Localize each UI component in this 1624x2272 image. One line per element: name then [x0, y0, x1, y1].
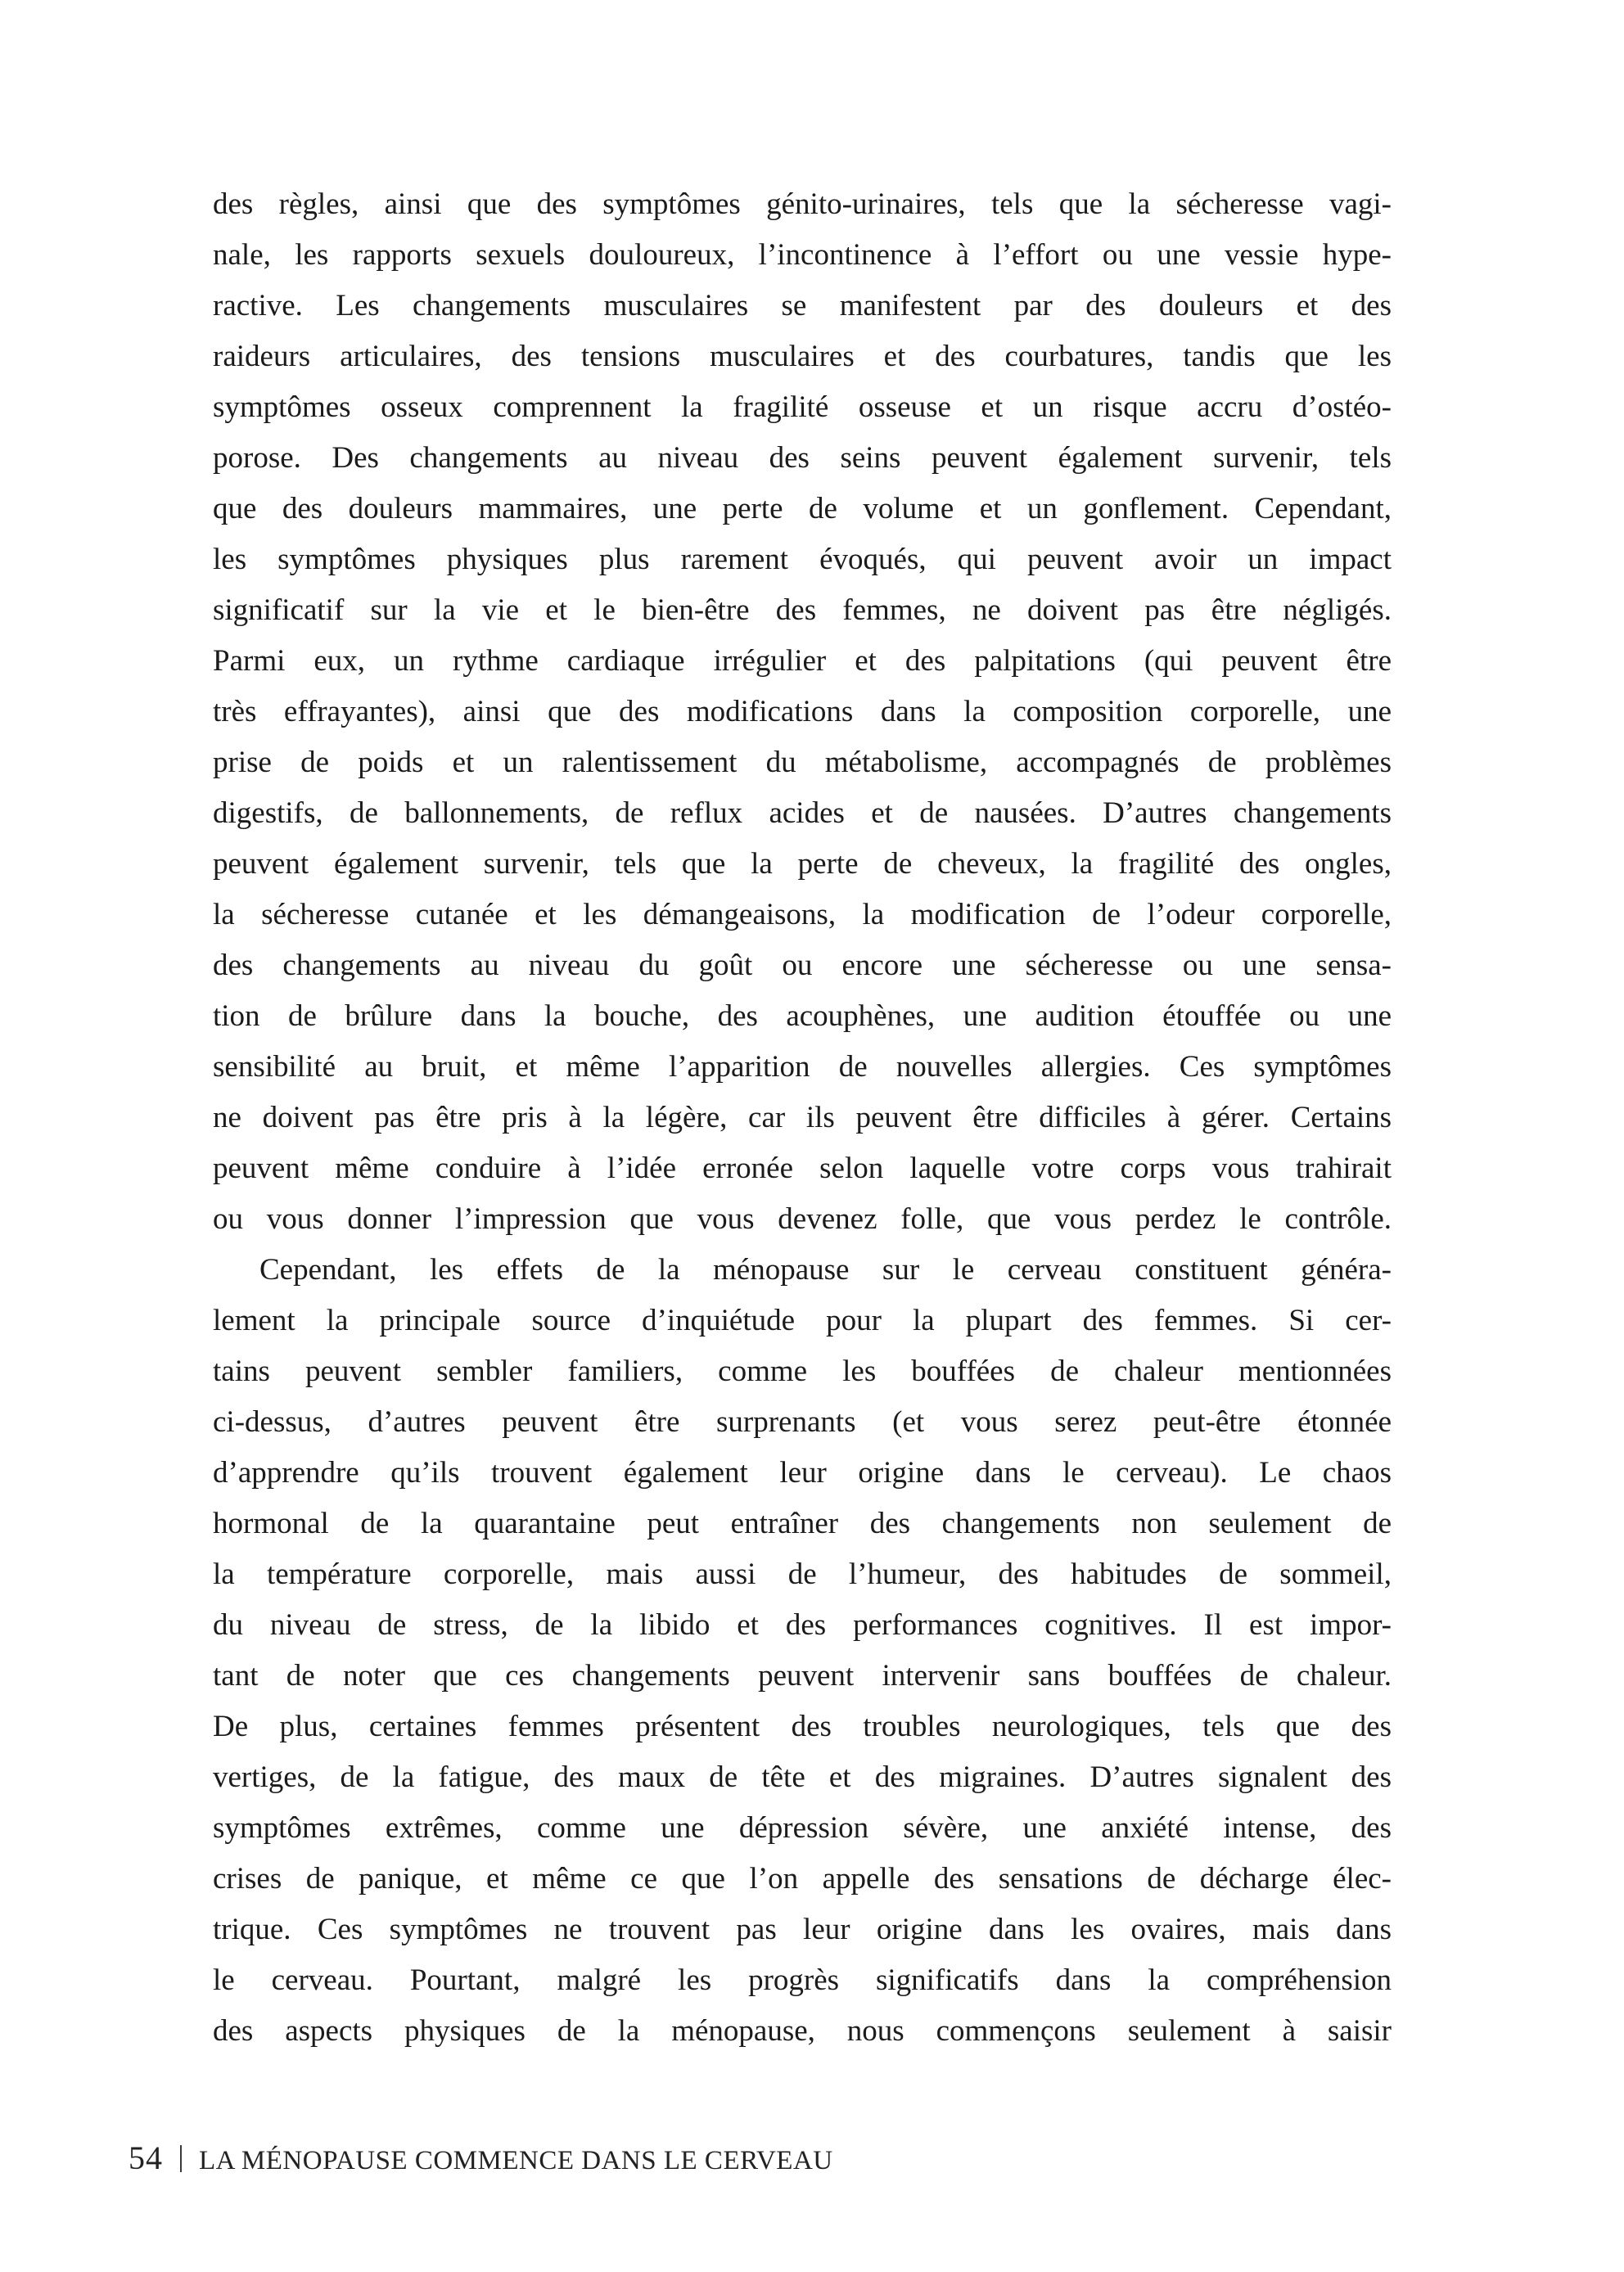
text-line: tains peuvent sembler familiers, comme les bouffées de chaleur mentionnées	[213, 1355, 1392, 1388]
text-line: ractive. Les changements musculaires se manifestent par des douleurs et des	[213, 289, 1392, 322]
running-title: LA MÉNOPAUSE COMMENCE DANS LE CERVEAU	[199, 2146, 833, 2175]
text-line: que des douleurs mammaires, une perte de volume et un gonflement. Cependant,	[213, 492, 1392, 525]
text-line: hormonal de la quarantaine peut entraîner des changements non seulement de	[213, 1507, 1392, 1540]
text-line: d’apprendre qu’ils trouvent également leur origine dans le cerveau). Le chaos	[213, 1456, 1392, 1490]
text-line: tant de noter que ces changements peuvent intervenir sans bouffées de chaleur.	[213, 1659, 1392, 1693]
text-line: trique. Ces symptômes ne trouvent pas leur origine dans les ovaires, mais dans	[213, 1913, 1392, 1946]
text-line: symptômes extrêmes, comme une dépression sévère, une anxiété intense, des	[213, 1811, 1392, 1845]
text-line: raideurs articulaires, des tensions musculaires et des courbatures, tandis que les	[213, 340, 1392, 373]
text-line: sensibilité au bruit, et même l’apparition de nouvelles allergies. Ces symptômes	[213, 1050, 1392, 1084]
text-line: symptômes osseux comprennent la fragilité osseuse et un risque accru d’ostéo-	[213, 390, 1392, 424]
text-line: porose. Des changements au niveau des seins peuvent également survenir, tels	[213, 441, 1392, 475]
text-line: peuvent également survenir, tels que la perte de cheveux, la fragilité des ongles,	[213, 847, 1392, 881]
text-line: significatif sur la vie et le bien-être des femmes, ne doivent pas être négligés.	[213, 593, 1392, 627]
text-line: le cerveau. Pourtant, malgré les progrès significatifs dans la compréhension	[213, 1963, 1392, 1997]
text-line: prise de poids et un ralentissement du métabolisme, accompagnés de problèmes	[213, 746, 1392, 779]
text-line: Parmi eux, un rythme cardiaque irrégulier et des palpitations (qui peuvent être	[213, 644, 1392, 678]
text-line: les symptômes physiques plus rarement évoqués, qui peuvent avoir un impact	[213, 543, 1392, 576]
text-line: ci-dessus, d’autres peuvent être surprenants (et vous serez peut-être étonnée	[213, 1405, 1392, 1439]
text-line: ou vous donner l’impression que vous devenez folle, que vous perdez le contrôle.	[213, 1202, 1392, 1236]
text-line: la sécheresse cutanée et les démangeaisons, la modification de l’odeur corporelle,	[213, 898, 1392, 931]
text-line: des aspects physiques de la ménopause, nous commençons seulement à saisir	[213, 2014, 1392, 2048]
text-line: crises de panique, et même ce que l’on appelle des sensations de décharge élec-	[213, 1862, 1392, 1896]
text-line: nale, les rapports sexuels douloureux, l’incontinence à l’effort ou une vessie hype-	[213, 238, 1392, 272]
text-line: des changements au niveau du goût ou encore une sécheresse ou une sensa-	[213, 949, 1392, 982]
page-footer	[129, 2139, 833, 2176]
text-line: du niveau de stress, de la libido et des performances cognitives. Il est impor-	[213, 1608, 1392, 1642]
text-line: ne doivent pas être pris à la légère, car ils peuvent être difficiles à gérer. Certains	[213, 1101, 1392, 1134]
footer-separator-bar	[180, 2145, 182, 2172]
text-line: Cependant, les effets de la ménopause sur le cerveau constituent généra-	[259, 1253, 1392, 1287]
page-number: 54	[129, 2139, 163, 2176]
text-line: vertiges, de la fatigue, des maux de tête et des migraines. D’autres signalent des	[213, 1760, 1392, 1794]
text-line: des règles, ainsi que des symptômes génito-urinaires, tels que la sécheresse vagi-	[213, 187, 1392, 221]
text-line: très effrayantes), ainsi que des modifications dans la composition corporelle, une	[213, 695, 1392, 728]
text-line: De plus, certaines femmes présentent des troubles neurologiques, tels que des	[213, 1710, 1392, 1743]
body-text	[213, 179, 1392, 2057]
text-line: tion de brûlure dans la bouche, des acouphènes, une audition étouffée ou une	[213, 999, 1392, 1033]
text-line: digestifs, de ballonnements, de reflux acides et de nausées. D’autres changements	[213, 796, 1392, 830]
text-line: la température corporelle, mais aussi de l’humeur, des habitudes de sommeil,	[213, 1557, 1392, 1591]
text-line: lement la principale source d’inquiétude pour la plupart des femmes. Si cer-	[213, 1304, 1392, 1337]
text-line: peuvent même conduire à l’idée erronée selon laquelle votre corps vous trahirait	[213, 1152, 1392, 1185]
